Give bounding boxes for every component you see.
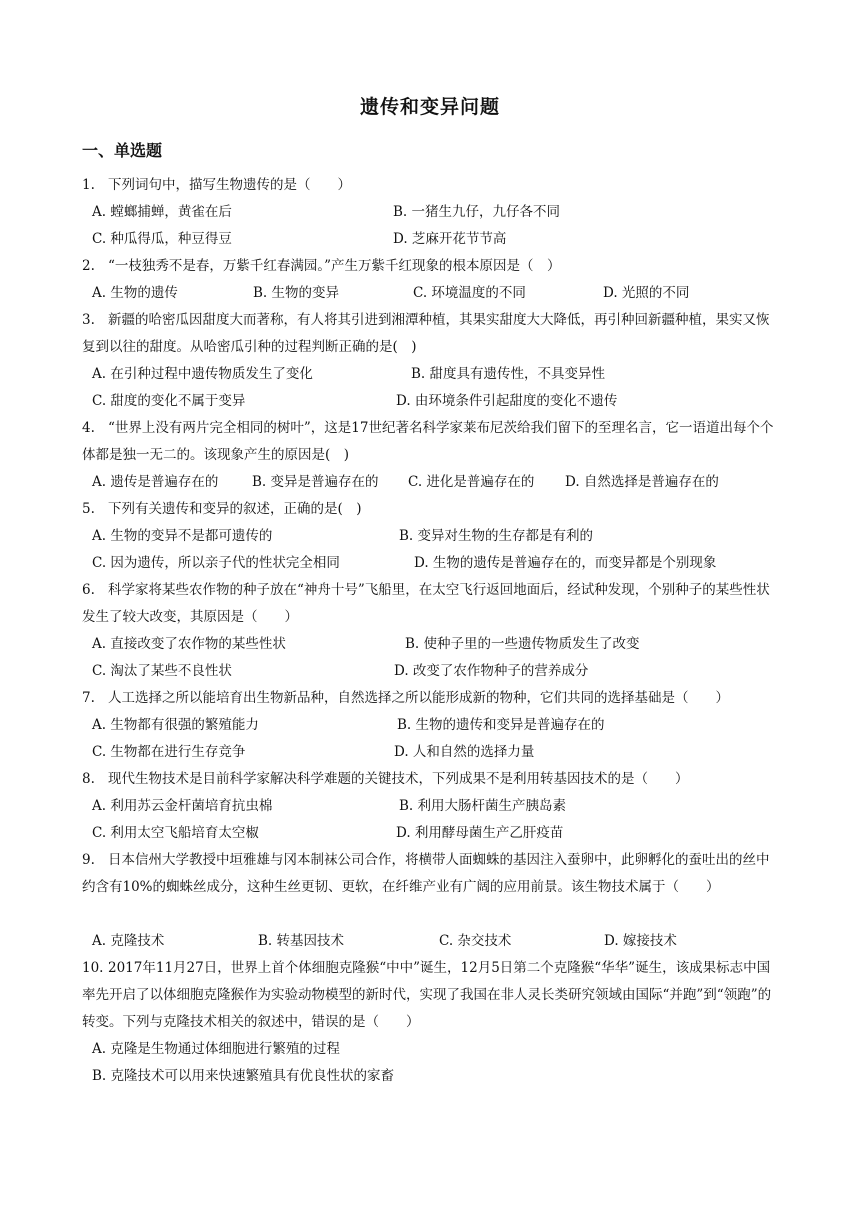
- question-stem: [82, 253, 782, 280]
- answer-option: B. 转基因技术: [258, 933, 345, 949]
- answer-option: B. 利用大肠杆菌生产胰岛素: [399, 798, 567, 814]
- question-stem: [82, 577, 782, 631]
- answer-option: A. 螳螂捕蝉，黄雀在后: [92, 204, 232, 220]
- answer-option: D. 自然选择是普遍存在的: [565, 474, 719, 490]
- answer-option: A. 生物的变异不是都可遗传的: [92, 528, 273, 544]
- answer-option: A. 生物都有很强的繁殖能力: [92, 717, 259, 733]
- question-stem: [82, 415, 782, 469]
- question-stem: [82, 307, 782, 361]
- question-stem: [82, 685, 782, 712]
- answer-option: C. 杂交技术: [439, 933, 512, 949]
- answer-option: A. 克隆技术: [92, 933, 165, 949]
- question-text: 科学家将某些农作物的种子放在“神舟十号”飞船里，在太空飞行返回地面后，经试种发现，个别种子的某些性状发生了较大改变，其原因是（ ）: [82, 582, 770, 625]
- answer-option: D. 生物的遗传是普遍存在的，而变异都是个别现象: [414, 555, 717, 571]
- question-number: 7.: [82, 690, 95, 706]
- question-text: 2017年11月27日，世界上首个体细胞克隆猴“中中”诞生，12月5日第二个克隆猴“华华”诞生，该成果标志中国率先开启了以体细胞克隆猴作为实验动物模型的新时代，实现了我国在非人灵长类研究领域由国际“并跑”到“领跑”的转变。下列与克隆技术相关的叙述中，错误的是（ ）: [82, 960, 772, 1030]
- answer-option: A. 利用苏云金杆菌培育抗虫棉: [92, 798, 273, 814]
- answer-option: D. 人和自然的选择力量: [394, 744, 535, 760]
- answer-option: C. 淘汰了某些不良性状: [92, 663, 232, 679]
- answer-option: D. 芝麻开花节节高: [393, 231, 507, 247]
- answer-option: C. 种瓜得瓜，种豆得豆: [92, 231, 232, 247]
- answer-option: B. 生物的遗传和变异是普遍存在的: [397, 717, 605, 733]
- question-text: 下列词句中，描写生物遗传的是（ ）: [108, 177, 351, 193]
- question-number: 4.: [82, 420, 95, 436]
- question-text: 人工选择之所以能培育出生物新品种，自然选择之所以能形成新的物种，它们共同的选择基础是（ ）: [108, 690, 729, 706]
- answer-option: D. 光照的不同: [603, 285, 690, 301]
- question-stem: [82, 172, 782, 199]
- answer-option: B. 变异对生物的生存都是有利的: [399, 528, 594, 544]
- answer-option: D. 改变了农作物种子的营养成分: [394, 663, 589, 679]
- section-heading: 一、单选题: [82, 141, 163, 160]
- question-number: 9.: [82, 852, 95, 868]
- answer-option: A. 直接改变了农作物的某些性状: [92, 636, 286, 652]
- question-text: 现代生物技术是目前科学家解决科学难题的关键技术，下列成果不是利用转基因技术的是（ ）: [108, 771, 689, 787]
- question-number: 10.: [82, 960, 104, 976]
- question-number: 2.: [82, 258, 95, 274]
- question-stem: [82, 955, 782, 1036]
- answer-option: D. 利用酵母菌生产乙肝疫苗: [396, 825, 564, 841]
- answer-option: B. 变异是普遍存在的: [252, 474, 379, 490]
- answer-option: C. 生物都在进行生存竞争: [92, 744, 246, 760]
- answer-option: A. 遗传是普遍存在的: [92, 474, 219, 490]
- question-text: 下列有关遗传和变异的叙述，正确的是( ): [108, 501, 362, 517]
- question-stem: [82, 766, 782, 793]
- answer-option: A. 生物的遗传: [92, 285, 178, 301]
- question-stem: [82, 496, 782, 523]
- question-text: “世界上没有两片完全相同的树叶”，这是17世纪著名科学家莱布尼茨给我们留下的至理名言，它一语道出每个个体都是独一无二的。该现象产生的原因是( ): [82, 420, 774, 463]
- question-text: “一枝独秀不是春，万紫千红春满园。”产生万紫千红现象的根本原因是（ ）: [108, 258, 561, 274]
- answer-option: A. 在引种过程中遗传物质发生了变化: [92, 366, 313, 382]
- question-stem: [82, 847, 782, 901]
- answer-option: C. 甜度的变化不属于变异: [92, 393, 246, 409]
- question-number: 5.: [82, 501, 95, 517]
- answer-option: C. 进化是普遍存在的: [408, 474, 535, 490]
- answer-option: B. 一猪生九仔，九仔各不同: [393, 204, 561, 220]
- question-text: 日本信州大学教授中垣雅雄与冈本制袜公司合作，将横带人面蜘蛛的基因注入蚕卵中，此卵孵化的蚕吐出的丝中约含有10%的蜘蛛丝成分，这种生丝更韧、更软，在纤维产业有广阔的应用前景。该生物技术属于（ ）: [82, 852, 770, 895]
- page-title: 遗传和变异问题: [359, 96, 500, 118]
- answer-option: A. 克隆是生物通过体细胞进行繁殖的过程: [92, 1041, 340, 1057]
- question-text: 新疆的哈密瓜因甜度大而著称，有人将其引进到湘潭种植，其果实甜度大大降低，再引种回新疆种植，果实又恢复到以往的甜度。从哈密瓜引种的过程判断正确的是( ): [82, 312, 770, 355]
- answer-option: B. 生物的变异: [253, 285, 340, 301]
- question-number: 6.: [82, 582, 95, 598]
- question-number: 1.: [82, 177, 95, 193]
- question-number: 8.: [82, 771, 95, 787]
- answer-option: C. 利用太空飞船培育太空椒: [92, 825, 259, 841]
- answer-option: C. 环境温度的不同: [413, 285, 526, 301]
- answer-option: D. 嫁接技术: [604, 933, 677, 949]
- question-number: 3.: [82, 312, 95, 328]
- answer-option: D. 由环境条件引起甜度的变化不遗传: [396, 393, 618, 409]
- answer-option: C. 因为遗传，所以亲子代的性状完全相同: [92, 555, 340, 571]
- answer-option: B. 克隆技术可以用来快速繁殖具有优良性状的家畜: [92, 1068, 395, 1084]
- answer-option: B. 甜度具有遗传性，不具变异性: [411, 366, 606, 382]
- answer-option: B. 使种子里的一些遗传物质发生了改变: [405, 636, 640, 652]
